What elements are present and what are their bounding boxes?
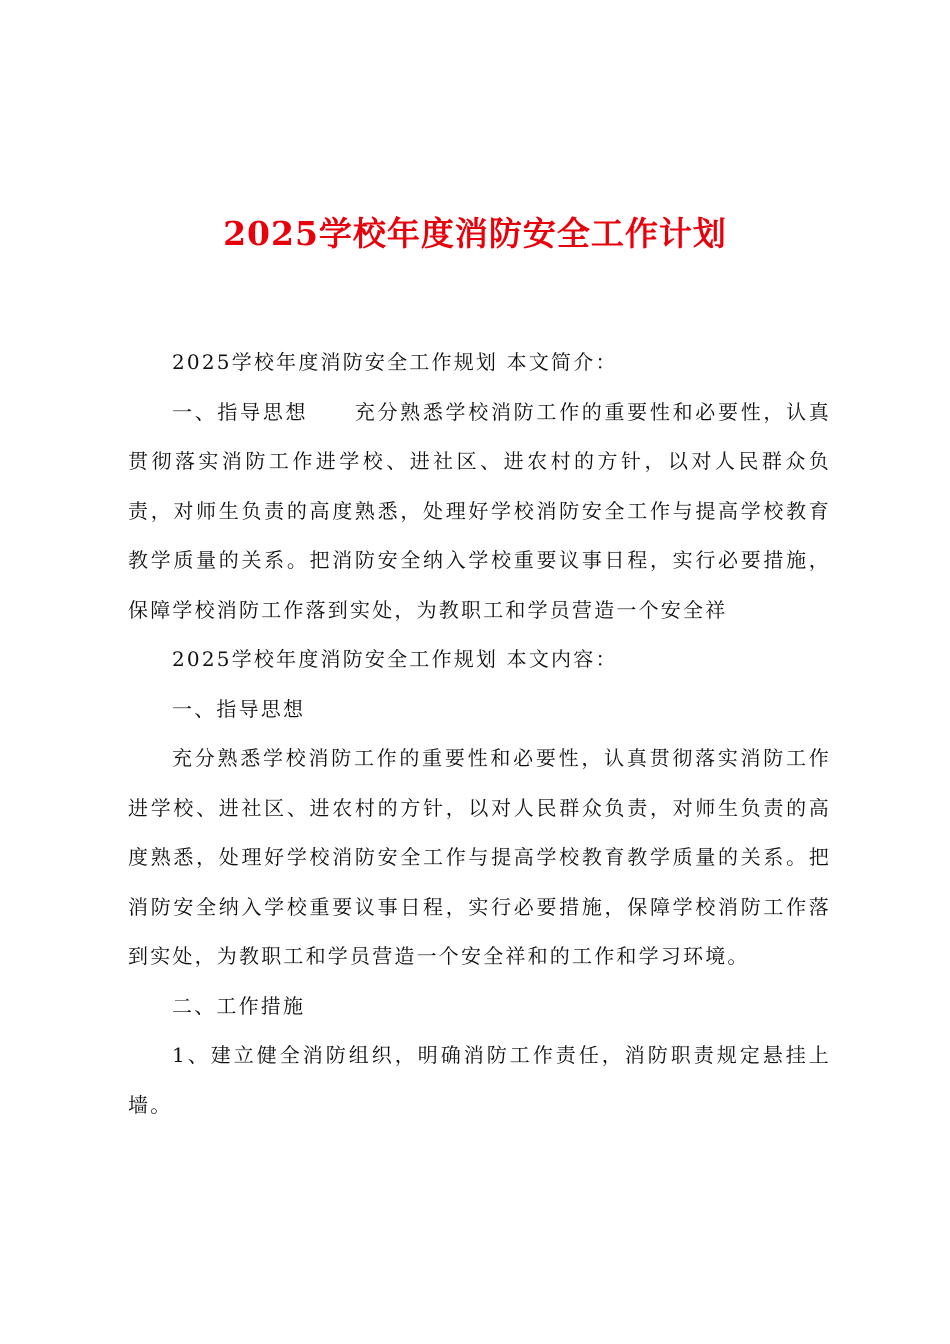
list-item-1: 1、建立健全消防组织，明确消防工作责任，消防职责规定悬挂上墙。 <box>128 1043 831 1117</box>
intro-text: 充分熟悉学校消防工作的重要性和必要性，认真贯彻落实消防工作进学校、进社区、进农村的方针，以对人民群众负责，对师生负责的高度熟悉，处理好学校消防安全工作与提高学校教育教学质量的关系。把消防安全纳入学校重要议事日程，实行必要措施，保障学校消防工作落到实处，为教职工和学员营造一个安全祥 <box>128 399 832 622</box>
document-title: 2025学校年度消防安全工作计划 <box>223 214 727 253</box>
intro-heading: 2025学校年度消防安全工作规划 本文简介： <box>172 350 618 374</box>
document-body <box>128 338 831 1130</box>
section-heading-guiding-ideology: 一、指导思想 <box>172 696 306 721</box>
intro-label: 一、指导思想 <box>172 399 309 424</box>
section-paragraph-guiding-ideology: 充分熟悉学校消防工作的重要性和必要性，认真贯彻落实消防工作进学校、进社区、进农村的方针，以对人民群众负责，对师生负责的高度熟悉，处理好学校消防安全工作与提高学校教育教学质量的关系。把消防安全纳入学校重要议事日程，实行必要措施，保障学校消防工作落到实处，为教职工和学员营造一个安全祥和的工作和学习环境。 <box>128 746 831 968</box>
content-heading: 2025学校年度消防安全工作规划 本文内容： <box>172 647 618 671</box>
section-heading-work-measures: 二、工作措施 <box>172 993 306 1018</box>
intro-paragraph <box>128 388 831 636</box>
